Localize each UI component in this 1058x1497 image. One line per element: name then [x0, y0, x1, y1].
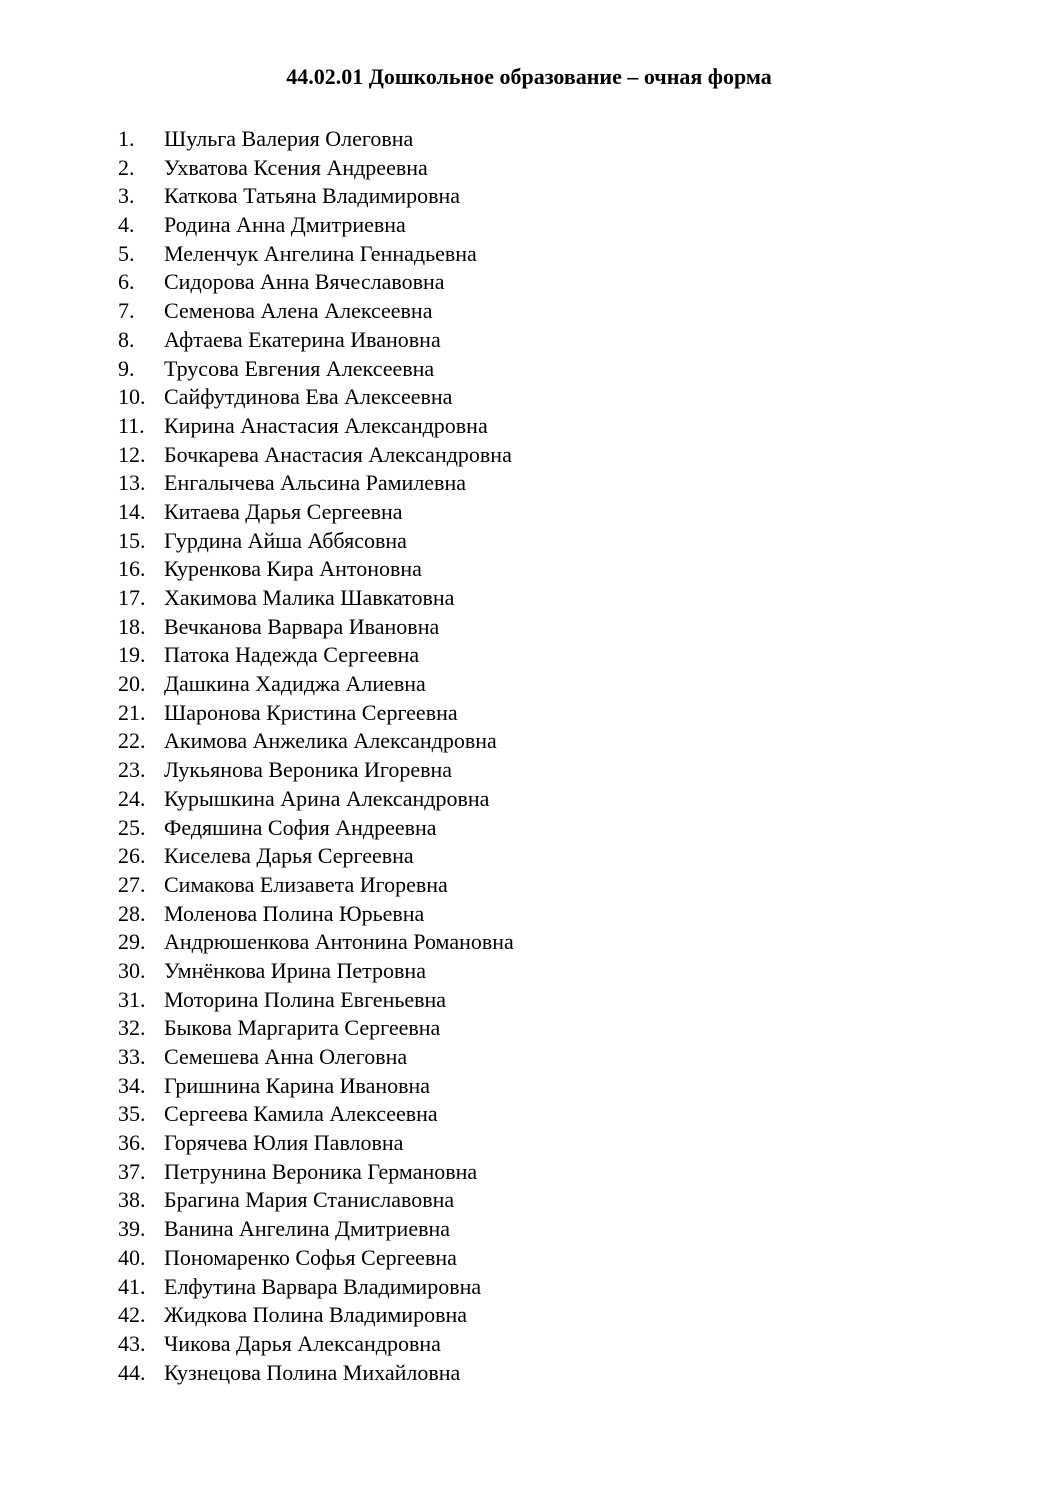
list-item-name: Федяшина София Андреевна [164, 814, 437, 840]
list-item-name: Кузнецова Полина Михайловна [164, 1359, 461, 1385]
list-item [118, 268, 514, 297]
list-item-number: 21. [118, 699, 146, 725]
list-item-number: 41. [118, 1273, 146, 1299]
list-item-name: Афтаева Екатерина Ивановна [164, 326, 441, 352]
list-item [118, 785, 514, 814]
list-item [118, 441, 514, 470]
list-item-number: 25. [118, 814, 146, 840]
list-item [118, 527, 514, 556]
list-item-number: 11. [118, 412, 145, 438]
list-item-name: Патока Надежда Сергеевна [164, 642, 420, 668]
list-item-name: Семешева Анна Олеговна [164, 1044, 408, 1069]
list-item-name: Родина Анна Дмитриевна [164, 212, 406, 238]
list-item [118, 1273, 514, 1302]
list-item-number: 5. [118, 240, 135, 266]
list-item-number: 9. [118, 355, 135, 381]
list-item-number: 16. [118, 556, 146, 582]
list-item-number: 28. [118, 900, 146, 926]
list-item-number: 32. [118, 1015, 146, 1041]
list-item-number: 22. [118, 728, 146, 754]
list-item [118, 1186, 514, 1215]
list-item-number: 42. [118, 1302, 146, 1328]
list-item [118, 1330, 514, 1359]
list-item-name: Гришнина Карина Ивановна [164, 1072, 431, 1098]
list-item [118, 814, 514, 843]
list-item [118, 1072, 514, 1101]
list-item-number: 31. [118, 986, 146, 1012]
list-item-number: 7. [118, 298, 135, 324]
list-item [118, 355, 514, 384]
list-item-number: 39. [118, 1216, 146, 1242]
list-item-number: 18. [118, 613, 146, 639]
list-item [118, 727, 514, 756]
list-item-name: Дашкина Хадиджа Алиевна [164, 671, 426, 697]
list-item-number: 4. [118, 212, 135, 238]
list-item-number: 35. [118, 1101, 146, 1127]
list-item [118, 125, 514, 154]
list-item-number: 17. [118, 585, 146, 610]
list-item [118, 383, 514, 412]
list-item-name: Енгалычева Альсина Рамилевна [164, 470, 466, 496]
list-item-number: 44. [118, 1359, 146, 1385]
list-item-name: Кирина Анастасия Александровна [164, 412, 488, 438]
list-item-name: Акимова Анжелика Александровна [164, 728, 497, 754]
list-item-number: 38. [118, 1187, 146, 1213]
document-title: 44.02.01 Дошкольное образование – очная форма [286, 64, 772, 89]
list-item-number: 13. [118, 470, 146, 496]
list-item-name: Куренкова Кира Антоновна [164, 556, 422, 582]
list-item-number: 36. [118, 1130, 146, 1156]
list-item-number: 20. [118, 671, 146, 697]
list-item-number: 14. [118, 498, 146, 524]
list-item [118, 842, 514, 871]
list-item-number: 24. [118, 785, 146, 811]
list-item-number: 30. [118, 957, 146, 983]
list-item [118, 871, 514, 900]
list-item-name: Горячева Юлия Павловна [164, 1130, 404, 1156]
list-item-name: Пономаренко Софья Сергеевна [164, 1244, 457, 1270]
list-item-number: 29. [118, 929, 146, 955]
list-item-name: Хакимова Малика Шавкатовна [164, 585, 455, 610]
list-item [118, 1359, 514, 1388]
list-item-number: 8. [118, 326, 135, 352]
list-item [118, 928, 514, 957]
list-item-name: Курышкина Арина Александровна [164, 785, 490, 811]
list-item-name: Ванина Ангелина Дмитриевна [164, 1216, 451, 1242]
list-item [118, 1244, 514, 1273]
list-item [118, 613, 514, 642]
list-item [118, 240, 514, 269]
list-item-number: 19. [118, 642, 146, 668]
list-item-name: Симакова Елизавета Игоревна [164, 871, 448, 897]
list-item-name: Шульга Валерия Олеговна [164, 126, 414, 151]
list-item-number: 10. [118, 384, 146, 410]
list-item-number: 33. [118, 1044, 146, 1069]
list-item-name: Сергеева Камила Алексеевна [164, 1101, 438, 1127]
list-item [118, 555, 514, 584]
list-item-name: Моторина Полина Евгеньевна [164, 986, 447, 1012]
list-item-name: Моленова Полина Юрьевна [164, 900, 425, 926]
list-item-number: 6. [118, 269, 135, 295]
list-item [118, 1043, 514, 1072]
list-item-name: Умнёнкова Ирина Петровна [164, 957, 426, 983]
list-item [118, 297, 514, 326]
list-item-name: Ухватова Ксения Андреевна [164, 154, 428, 180]
list-item-name: Сидорова Анна Вячеславовна [164, 269, 445, 295]
list-item [118, 412, 514, 441]
list-item [118, 957, 514, 986]
list-item-name: Елфутина Варвара Владимировна [164, 1273, 482, 1299]
list-item-name: Бочкарева Анастасия Александровна [164, 441, 512, 467]
list-item-number: 43. [118, 1330, 146, 1356]
list-item-name: Андрюшенкова Антонина Романовна [164, 929, 514, 955]
list-item-number: 12. [118, 441, 146, 467]
list-item [118, 670, 514, 699]
list-item [118, 1301, 514, 1330]
list-item [118, 1215, 514, 1244]
list-item-name: Киселева Дарья Сергеевна [164, 843, 414, 869]
list-item [118, 986, 514, 1015]
name-list [118, 125, 514, 1387]
list-item-name: Вечканова Варвара Ивановна [164, 613, 440, 639]
list-item [118, 1014, 514, 1043]
list-item-number: 15. [118, 527, 146, 553]
list-item-name: Китаева Дарья Сергеевна [164, 498, 403, 524]
list-item [118, 1158, 514, 1187]
list-item [118, 756, 514, 785]
list-item [118, 641, 514, 670]
list-item-name: Чикова Дарья Александровна [164, 1330, 441, 1356]
list-item [118, 1129, 514, 1158]
list-item [118, 326, 514, 355]
list-item [118, 154, 514, 183]
list-item-name: Брагина Мария Станиславовна [164, 1187, 455, 1213]
list-item [118, 1100, 514, 1129]
list-item-name: Сайфутдинова Ева Алексеевна [164, 384, 453, 410]
list-item-name: Жидкова Полина Владимировна [164, 1302, 468, 1328]
list-item [118, 182, 514, 211]
list-item-number: 40. [118, 1244, 146, 1270]
list-item-number: 3. [118, 183, 135, 209]
list-item-name: Гурдина Айша Аббясовна [164, 527, 407, 553]
list-item-number: 34. [118, 1072, 146, 1098]
list-item-name: Меленчук Ангелина Геннадьевна [164, 240, 477, 266]
list-item-name: Каткова Татьяна Владимировна [164, 183, 461, 209]
list-item-name: Петрунина Вероника Германовна [164, 1158, 478, 1184]
list-item-name: Семенова Алена Алексеевна [164, 298, 433, 324]
list-item-number: 1. [118, 126, 135, 151]
list-item [118, 211, 514, 240]
list-item-number: 27. [118, 871, 146, 897]
list-item-number: 26. [118, 843, 146, 869]
list-item-name: Трусова Евгения Алексеевна [164, 355, 435, 381]
list-item-name: Лукьянова Вероника Игоревна [164, 757, 453, 783]
list-item [118, 498, 514, 527]
list-item-number: 2. [118, 154, 135, 180]
list-item [118, 699, 514, 728]
list-item [118, 900, 514, 929]
list-item-number: 37. [118, 1158, 146, 1184]
list-item-number: 23. [118, 757, 146, 783]
list-item [118, 584, 514, 613]
list-item-name: Быкова Маргарита Сергеевна [164, 1015, 441, 1041]
list-item-name: Шаронова Кристина Сергеевна [164, 699, 458, 725]
list-item [118, 469, 514, 498]
